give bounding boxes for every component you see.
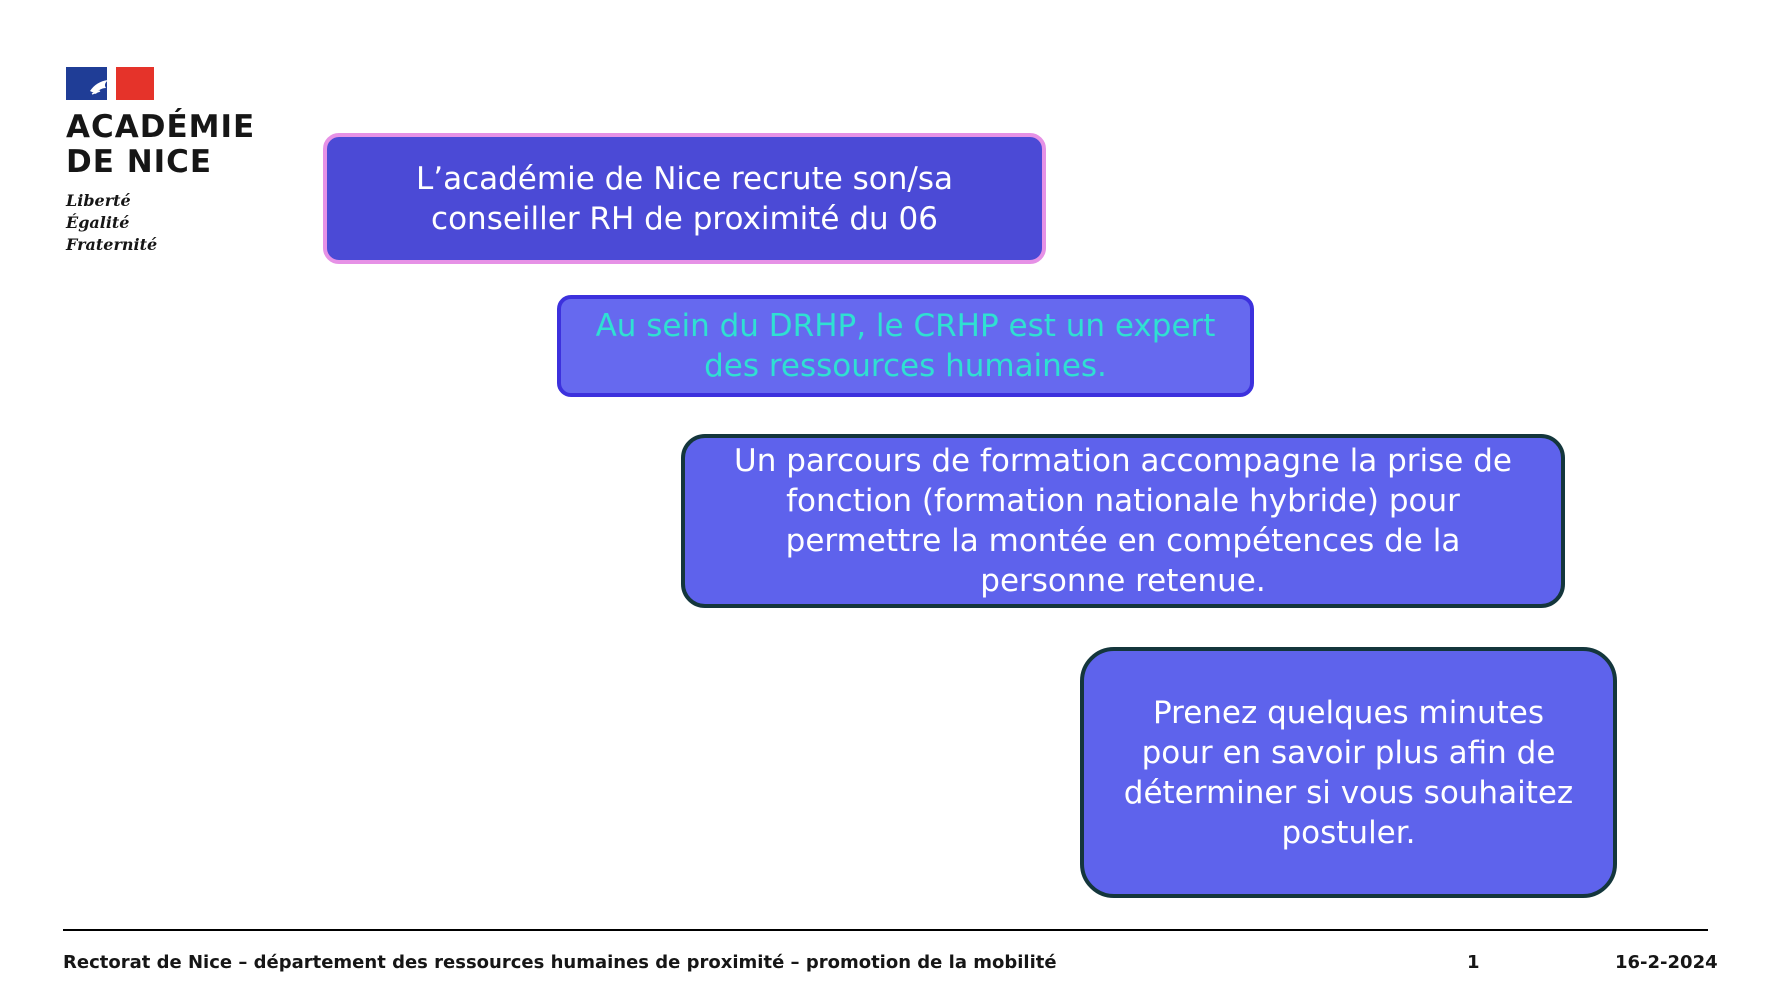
marianne-icon xyxy=(88,75,114,97)
card-learn-more xyxy=(1080,647,1617,898)
motto-liberte: Liberté xyxy=(66,191,131,210)
footer-page-number: 1 xyxy=(1467,952,1480,973)
card-learn-more-text: Prenez quelques minutes pour en savoir plus afin de déterminer si vous souhaitez postuler. xyxy=(1123,694,1574,851)
footer-department: Rectorat de Nice – département des ressources humaines de proximité – promotion de la mobilité xyxy=(63,952,1057,973)
card-training xyxy=(681,434,1565,608)
flag-red xyxy=(116,67,154,100)
card-recruitment-text: L’académie de Nice recrute son/sa conseiller RH de proximité du 06 xyxy=(415,160,954,237)
logo-title-line1: ACADÉMIE xyxy=(66,109,256,145)
motto-egalite: Égalité xyxy=(66,213,130,232)
logo-title-line2: DE NICE xyxy=(66,144,213,180)
logo-title xyxy=(66,110,266,180)
republique-flag-icon xyxy=(66,67,154,100)
footer-divider xyxy=(63,929,1708,931)
flag-blue xyxy=(66,67,107,100)
footer-date: 16-2-2024 xyxy=(1615,952,1718,973)
academie-logo xyxy=(66,67,266,256)
card-drhp-expert xyxy=(557,295,1254,397)
motto-fraternite: Fraternité xyxy=(66,235,158,254)
logo-motto xyxy=(66,190,266,256)
card-drhp-expert-text: Au sein du DRHP, le CRHP est un expert des ressources humaines. xyxy=(595,308,1216,384)
card-recruitment xyxy=(323,133,1046,264)
card-training-text: Un parcours de formation accompagne la prise de fonction (formation nationale hybride) pour permettre la montée en compétences de la personne retenue. xyxy=(734,443,1512,599)
